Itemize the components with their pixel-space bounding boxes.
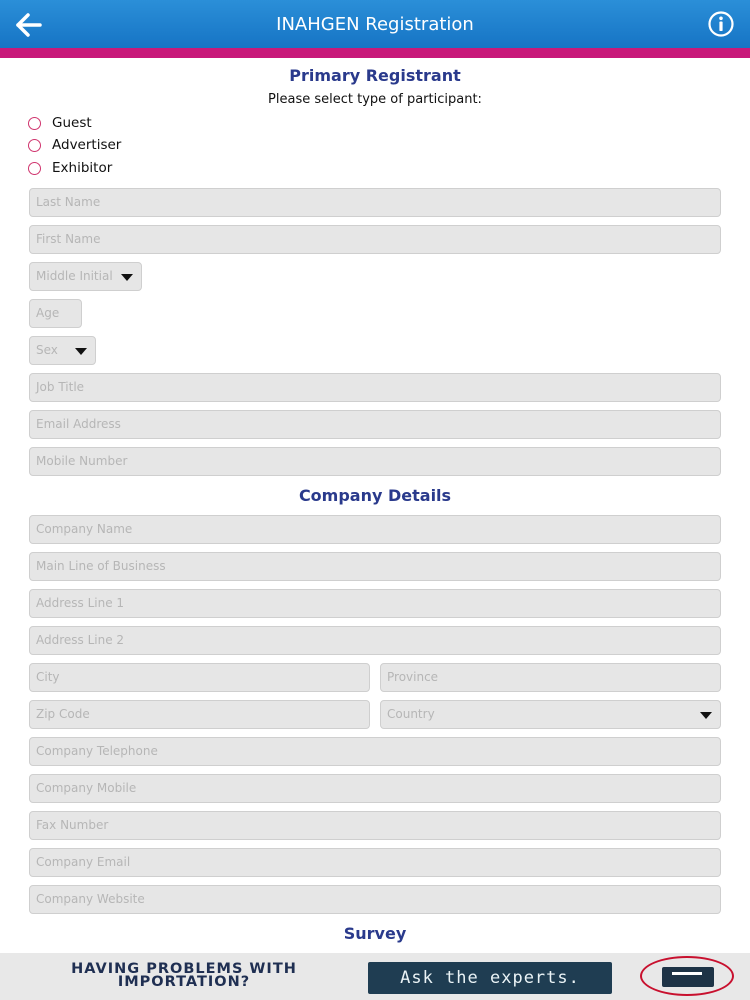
first-name-field[interactable]: First Name — [29, 225, 721, 254]
province-field[interactable]: Province — [380, 663, 721, 692]
banner-headline-line-1: HAVING PROBLEMS WITH — [71, 961, 297, 977]
banner-headline — [16, 963, 352, 989]
logo-mark — [672, 972, 702, 975]
radio-label: Exhibitor — [52, 160, 113, 176]
logo-badge-icon — [662, 967, 714, 987]
chevron-down-icon — [121, 274, 133, 281]
participant-type-prompt: Please select type of participant: — [268, 92, 482, 107]
page-title: INAHGEN Registration — [276, 14, 474, 35]
ask-experts-button[interactable]: Ask the experts. — [368, 962, 612, 994]
radio-guest[interactable] — [28, 113, 92, 133]
last-name-field[interactable]: Last Name — [29, 188, 721, 217]
email-field[interactable]: Email Address — [29, 410, 721, 439]
radio-label: Advertiser — [52, 137, 122, 153]
banner-logo[interactable] — [640, 956, 734, 996]
address-line-2-field[interactable]: Address Line 2 — [29, 626, 721, 655]
radio-label: Guest — [52, 115, 92, 131]
main-line-of-business-field[interactable]: Main Line of Business — [29, 552, 721, 581]
primary-registrant-heading: Primary Registrant — [289, 66, 461, 85]
company-mobile-field[interactable]: Company Mobile — [29, 774, 721, 803]
middle-initial-placeholder: Middle Initial — [36, 269, 113, 283]
banner-headline-line-2: IMPORTATION? — [117, 974, 251, 990]
age-field[interactable]: Age — [29, 299, 82, 328]
radio-circle-icon[interactable] — [28, 162, 41, 175]
middle-initial-select[interactable] — [29, 262, 142, 291]
radio-circle-icon[interactable] — [28, 139, 41, 152]
country-placeholder: Country — [387, 707, 435, 721]
survey-heading: Survey — [343, 924, 407, 943]
fax-number-field[interactable]: Fax Number — [29, 811, 721, 840]
job-title-field[interactable]: Job Title — [29, 373, 721, 402]
radio-advertiser[interactable] — [28, 135, 121, 155]
chevron-down-icon — [75, 348, 87, 355]
company-details-heading: Company Details — [298, 486, 452, 505]
company-telephone-field[interactable]: Company Telephone — [29, 737, 721, 766]
company-email-field[interactable]: Company Email — [29, 848, 721, 877]
mobile-number-field[interactable]: Mobile Number — [29, 447, 721, 476]
city-field[interactable]: City — [29, 663, 370, 692]
ad-banner[interactable] — [0, 953, 750, 1000]
radio-exhibitor[interactable] — [28, 158, 112, 178]
sex-placeholder: Sex — [36, 343, 58, 357]
sex-select[interactable] — [29, 336, 96, 365]
company-name-field[interactable]: Company Name — [29, 515, 721, 544]
chevron-down-icon — [700, 712, 712, 719]
address-line-1-field[interactable]: Address Line 1 — [29, 589, 721, 618]
info-button[interactable] — [707, 10, 735, 38]
zip-code-field[interactable]: Zip Code — [29, 700, 370, 729]
country-select[interactable] — [380, 700, 721, 729]
info-circle-icon — [707, 10, 735, 38]
company-website-field[interactable]: Company Website — [29, 885, 721, 914]
radio-circle-icon[interactable] — [28, 117, 41, 130]
